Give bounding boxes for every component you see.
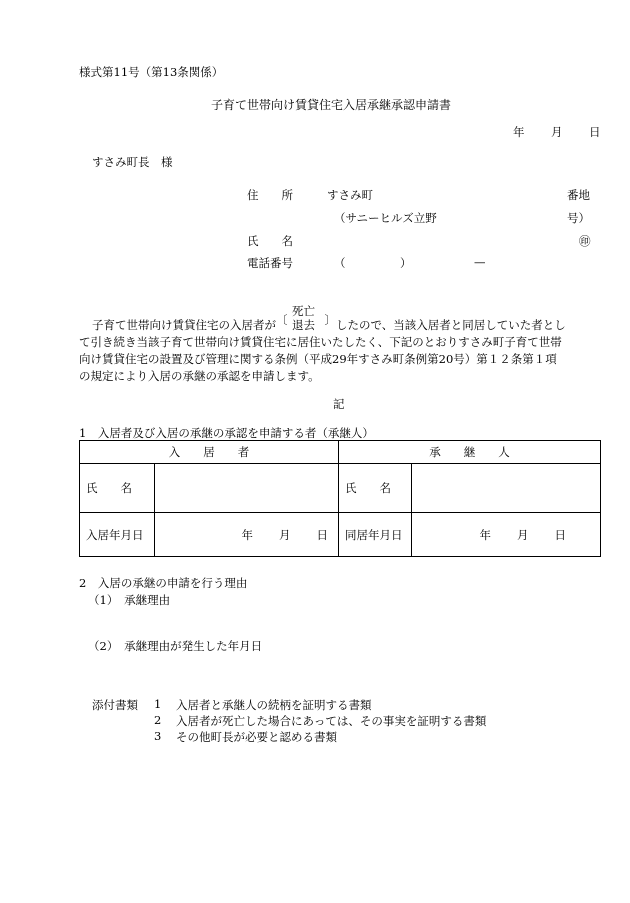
move-in-date-field[interactable] (155, 513, 339, 557)
date-month-label: 月 (551, 125, 563, 139)
body-line-2: て引き続き当該子育て世帯向け賃貸住宅に居住いたしたく、下記のとおりすさみ町子育て世帯 (79, 335, 562, 349)
date-day-label: 日 (589, 125, 601, 139)
option-death: 死亡 (292, 304, 315, 318)
page-title: 子育て世帯向け賃貸住宅入居承継承認申請書 (211, 98, 452, 112)
name-label: 氏 名 (247, 234, 293, 248)
phone-open-paren: （ (334, 256, 346, 270)
successor-header: 承 継 人 (339, 441, 601, 464)
date-year-label: 年 (513, 125, 525, 139)
move-in-day: 日 (316, 527, 328, 542)
move-in-label: 入居年月日 (80, 513, 155, 557)
body-line-1-pre: 子育て世帯向け賃貸住宅の入居者が (92, 318, 276, 332)
body-line-1-post: したので、当該入居者と同居していた者とし (336, 318, 566, 332)
resident-successor-table (79, 440, 601, 557)
seal-mark: ㊞ (579, 234, 591, 248)
phone-close-paren: ） (400, 256, 412, 270)
phone-dash: — (474, 255, 486, 269)
move-in-date-units (155, 527, 338, 543)
cohabit-year: 年 (479, 527, 491, 542)
attachments-label: 添付書類 (92, 698, 138, 712)
banchi-label: 番地 (567, 188, 590, 202)
resident-name-label (86, 480, 146, 496)
ki-heading: 記 (333, 397, 345, 411)
successor-name-field[interactable] (412, 464, 601, 513)
reason-1: （1） 承継理由 (88, 593, 171, 607)
bracket-open: 〔 (276, 313, 288, 327)
cohabit-label: 同居年月日 (339, 513, 412, 557)
successor-name-label: 氏 名 (345, 481, 391, 495)
choice-stack (292, 304, 315, 332)
resident-header: 入 居 者 (80, 441, 339, 464)
address-label: 住 所 (247, 188, 293, 202)
successor-name-label-cell (339, 464, 412, 513)
addressee: すさみ町長 様 (92, 155, 173, 169)
room-number-label: 号） (567, 211, 590, 225)
phone-label: 電話番号 (247, 256, 293, 270)
cohabit-month: 月 (517, 527, 529, 542)
body-line-3: 向け賃貸住宅の設置及び管理に関する条例（平成29年すさみ町条例第20号）第１２条第１項 (79, 352, 557, 366)
option-leave: 退去 (292, 318, 315, 332)
cohabit-day: 日 (554, 527, 566, 542)
attachment-2-text: 入居者が死亡した場合にあっては、その事実を証明する書類 (176, 714, 487, 728)
resident-name-label-text: 氏 名 (86, 481, 132, 495)
move-in-year: 年 (241, 527, 253, 542)
attachment-1-num: 1 (154, 697, 162, 711)
body-line-4: の規定により入居の承継の承認を申請します。 (79, 369, 320, 383)
cohabit-date-units (412, 527, 600, 543)
resident-name-label-cell (80, 464, 155, 513)
attachment-1-text: 入居者と承継人の続柄を証明する書類 (176, 698, 372, 712)
move-in-month: 月 (279, 527, 291, 542)
reason-2: （2） 承継理由が発生した年月日 (88, 639, 263, 653)
section-2-title: 2 入居の承継の申請を行う理由 (79, 576, 248, 590)
building-name: （サニーヒルズ立野 (334, 211, 437, 225)
cohabit-date-field[interactable] (412, 513, 601, 557)
attachment-2-num: 2 (154, 713, 162, 727)
section-1-title: 1 入居者及び入居の承継の承認を申請する者（承継人） (79, 426, 374, 440)
attachment-3-text: その他町長が必要と認める書類 (176, 730, 337, 744)
resident-name-field[interactable] (155, 464, 339, 513)
address-value: すさみ町 (327, 188, 373, 202)
form-number: 様式第11号（第13条関係） (79, 65, 224, 79)
bracket-close: 〕 (324, 313, 336, 327)
attachment-3-num: 3 (154, 729, 162, 743)
